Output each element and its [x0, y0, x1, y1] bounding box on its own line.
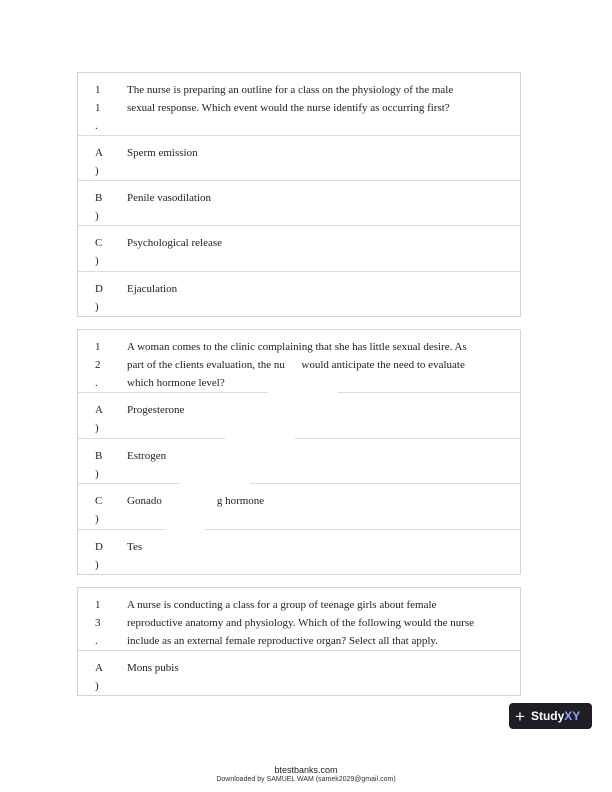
answer-option-d[interactable]: [78, 529, 520, 574]
option-text: Estrogen: [127, 450, 167, 462]
option-text: Progesterone: [127, 404, 185, 416]
question-stem: A woman comes to the clinic complaining that she has little sexual desire. As part of the clients evaluation, the nu would anticipate the need to evaluate which hormone level?: [127, 341, 467, 389]
option-letter: D ): [95, 283, 103, 313]
question-stem-row: [78, 330, 520, 392]
studyxy-badge[interactable]: [509, 703, 592, 729]
question-stem: The nurse is preparing an outline for a class on the physiology of the male sexual response. Which event would the nurse identify as occurring first?: [127, 84, 454, 114]
option-text: Ejaculation: [127, 283, 178, 295]
question-13-table: [77, 587, 521, 696]
option-letter: A ): [95, 662, 103, 692]
option-text: Gonado g hormone: [127, 495, 265, 507]
question-stem: A nurse is conducting a class for a group of teenage girls about female reproductive anatomy and physiology. Which of the following would the nurse include as an external female reproductive organ? Select all that apply.: [127, 599, 475, 647]
option-letter: C ): [95, 237, 103, 267]
redaction-patch: [165, 522, 205, 530]
question-number: 1 2 .: [95, 341, 101, 389]
option-text: Mons pubis: [127, 662, 179, 674]
plus-icon: +: [515, 706, 525, 726]
brand-xy: XY: [564, 709, 581, 723]
question-11-table: [77, 72, 521, 317]
option-letter: A ): [95, 404, 103, 434]
answer-option-b[interactable]: [78, 438, 520, 483]
redaction-patch: [225, 433, 295, 441]
option-letter: A ): [95, 147, 103, 177]
option-text: Psychological release: [127, 237, 222, 249]
option-text: Sperm emission: [127, 147, 198, 159]
answer-option-c[interactable]: [78, 483, 520, 529]
answer-option-a[interactable]: [78, 650, 520, 695]
option-text: Penile vasodilation: [127, 192, 212, 204]
option-text: Tes: [127, 541, 143, 553]
redaction-patch: [180, 478, 250, 486]
question-stem-row: [78, 73, 520, 135]
brand-study: Study: [530, 709, 565, 723]
option-letter: B ): [95, 192, 103, 222]
question-12-table: [77, 329, 521, 575]
answer-option-d[interactable]: [78, 271, 520, 316]
answer-option-c[interactable]: [78, 225, 520, 271]
answer-option-b[interactable]: [78, 180, 520, 225]
option-letter: C ): [95, 495, 103, 525]
option-letter: B ): [95, 450, 103, 480]
answer-option-a[interactable]: [78, 135, 520, 180]
option-letter: D ): [95, 541, 103, 571]
answer-option-a[interactable]: [78, 392, 520, 438]
redaction-patch: [268, 390, 338, 396]
question-number: 1 3 .: [95, 599, 101, 647]
footer-site: btestbanks.com: [274, 765, 338, 775]
question-stem-row: [78, 588, 520, 650]
footer-download-note: Downloaded by SAMUEL WAM (samek2029@gmail.com): [216, 776, 396, 783]
question-number: 1 1 .: [95, 84, 101, 132]
